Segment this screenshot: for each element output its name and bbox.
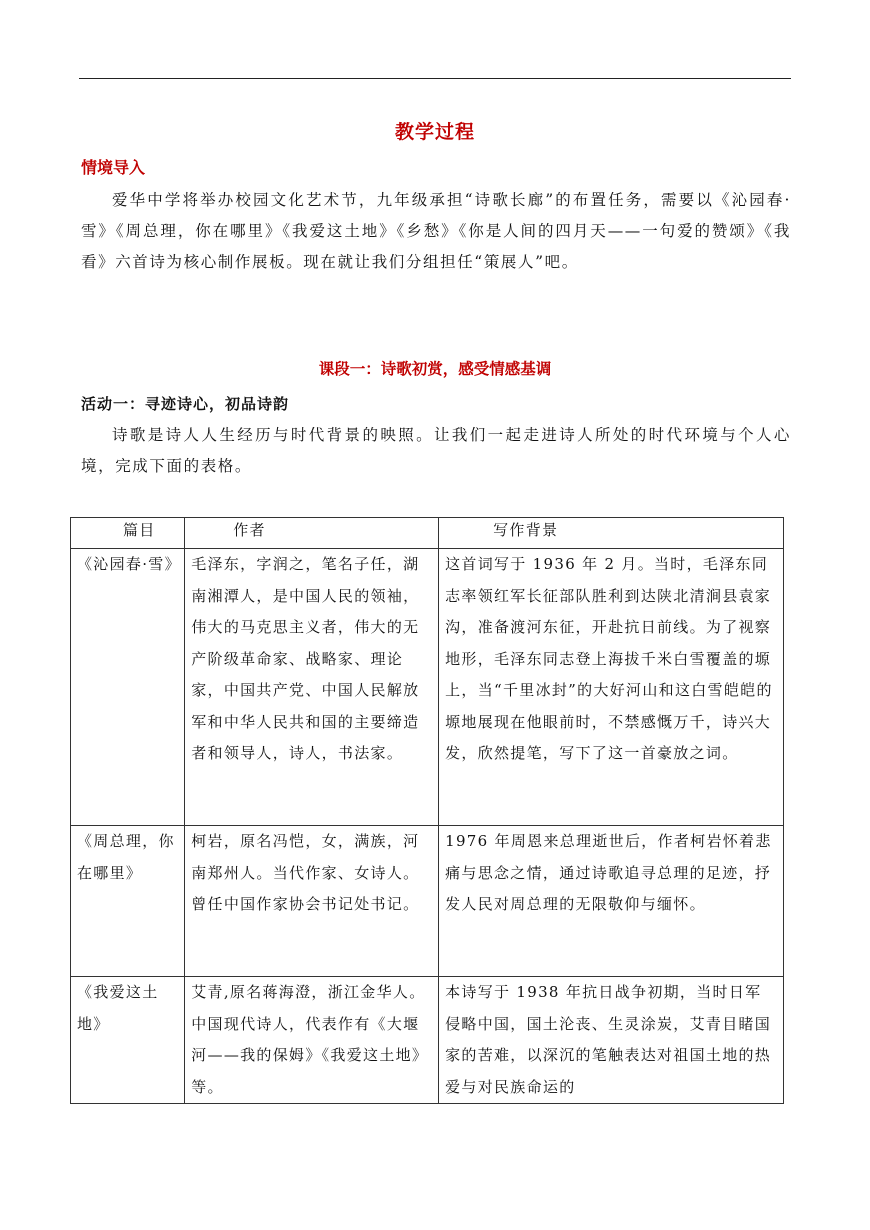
cell-background: 1976 年周恩来总理逝世后，作者柯岩怀着悲痛与思念之情，通过诗歌追寻总理的足迹，抒发人民对周总理的无限敬仰与缅怀。 [439, 826, 784, 977]
header-rule [79, 78, 791, 79]
table-header-title: 篇目 [71, 518, 185, 549]
cell-title: 《沁园春·雪》 [71, 549, 185, 826]
page-title: 教学过程 [394, 121, 475, 143]
table-header-author: 作者 [185, 518, 439, 549]
table-header-background: 写作背景 [439, 518, 784, 549]
activity-heading: 活动一：寻迹诗心，初品诗韵 [81, 395, 290, 413]
cell-background: 这首词写于 1936 年 2 月。当时，毛泽东同志率领红军长征部队胜利到达陕北清涧县袁家沟，准备渡河东征，开赴抗日前线。为了视察地形，毛泽东同志登上海拔千米白雪覆盖的塬上，当“千里冰封”的大好河山和这白雪皑皑的塬地展现在他眼前时，不禁感慨万千，诗兴大发，欣然提笔，写下了这一首豪放之词。 [439, 549, 784, 826]
table-row [71, 977, 784, 1104]
cell-author: 毛泽东，字润之，笔名子任，湖南湘潭人，是中国人民的领袖，伟大的马克思主义者，伟大的无产阶级革命家、战略家、理论家，中国共产党、中国人民解放军和中华人民共和国的主要缔造者和领导人，诗人，书法家。 [185, 549, 439, 826]
table-row [71, 826, 784, 977]
cell-background: 本诗写于 1938 年抗日战争初期，当时日军侵略中国，国土沦丧、生灵涂炭，艾青目睹国家的苦难，以深沉的笔触表达对祖国土地的热爱与对民族命运的 [439, 977, 784, 1104]
table-header-row [71, 518, 784, 549]
cell-author: 柯岩，原名冯恺，女，满族，河南郑州人。当代作家、女诗人。曾任中国作家协会书记处书记。 [185, 826, 439, 977]
intro-paragraph: 爱华中学将举办校园文化艺术节，九年级承担“诗歌长廊”的布置任务，需要以《沁园春·雪》《周总理，你在哪里》《我爱这土地》《乡愁》《你是人间的四月天——一句爱的赞颂》《我看》六首诗为核心制作展板。现在就让我们分组担任“策展人”吧。 [81, 191, 791, 271]
lesson-heading: 课段一：诗歌初赏，感受情感基调 [318, 360, 552, 378]
poem-background-table [70, 517, 784, 1104]
section-heading-intro: 情境导入 [81, 158, 146, 177]
activity-paragraph: 诗歌是诗人人生经历与时代背景的映照。让我们一起走进诗人所处的时代环境与个人心境，完成下面的表格。 [81, 426, 791, 475]
table-row [71, 549, 784, 826]
cell-author: 艾青,原名蒋海澄，浙江金华人。中国现代诗人，代表作有《大堰河——我的保姆》《我爱这土地》等。 [185, 977, 439, 1104]
cell-title: 《周总理，你在哪里》 [71, 826, 185, 977]
cell-title: 《我爱这土地》 [71, 977, 185, 1104]
